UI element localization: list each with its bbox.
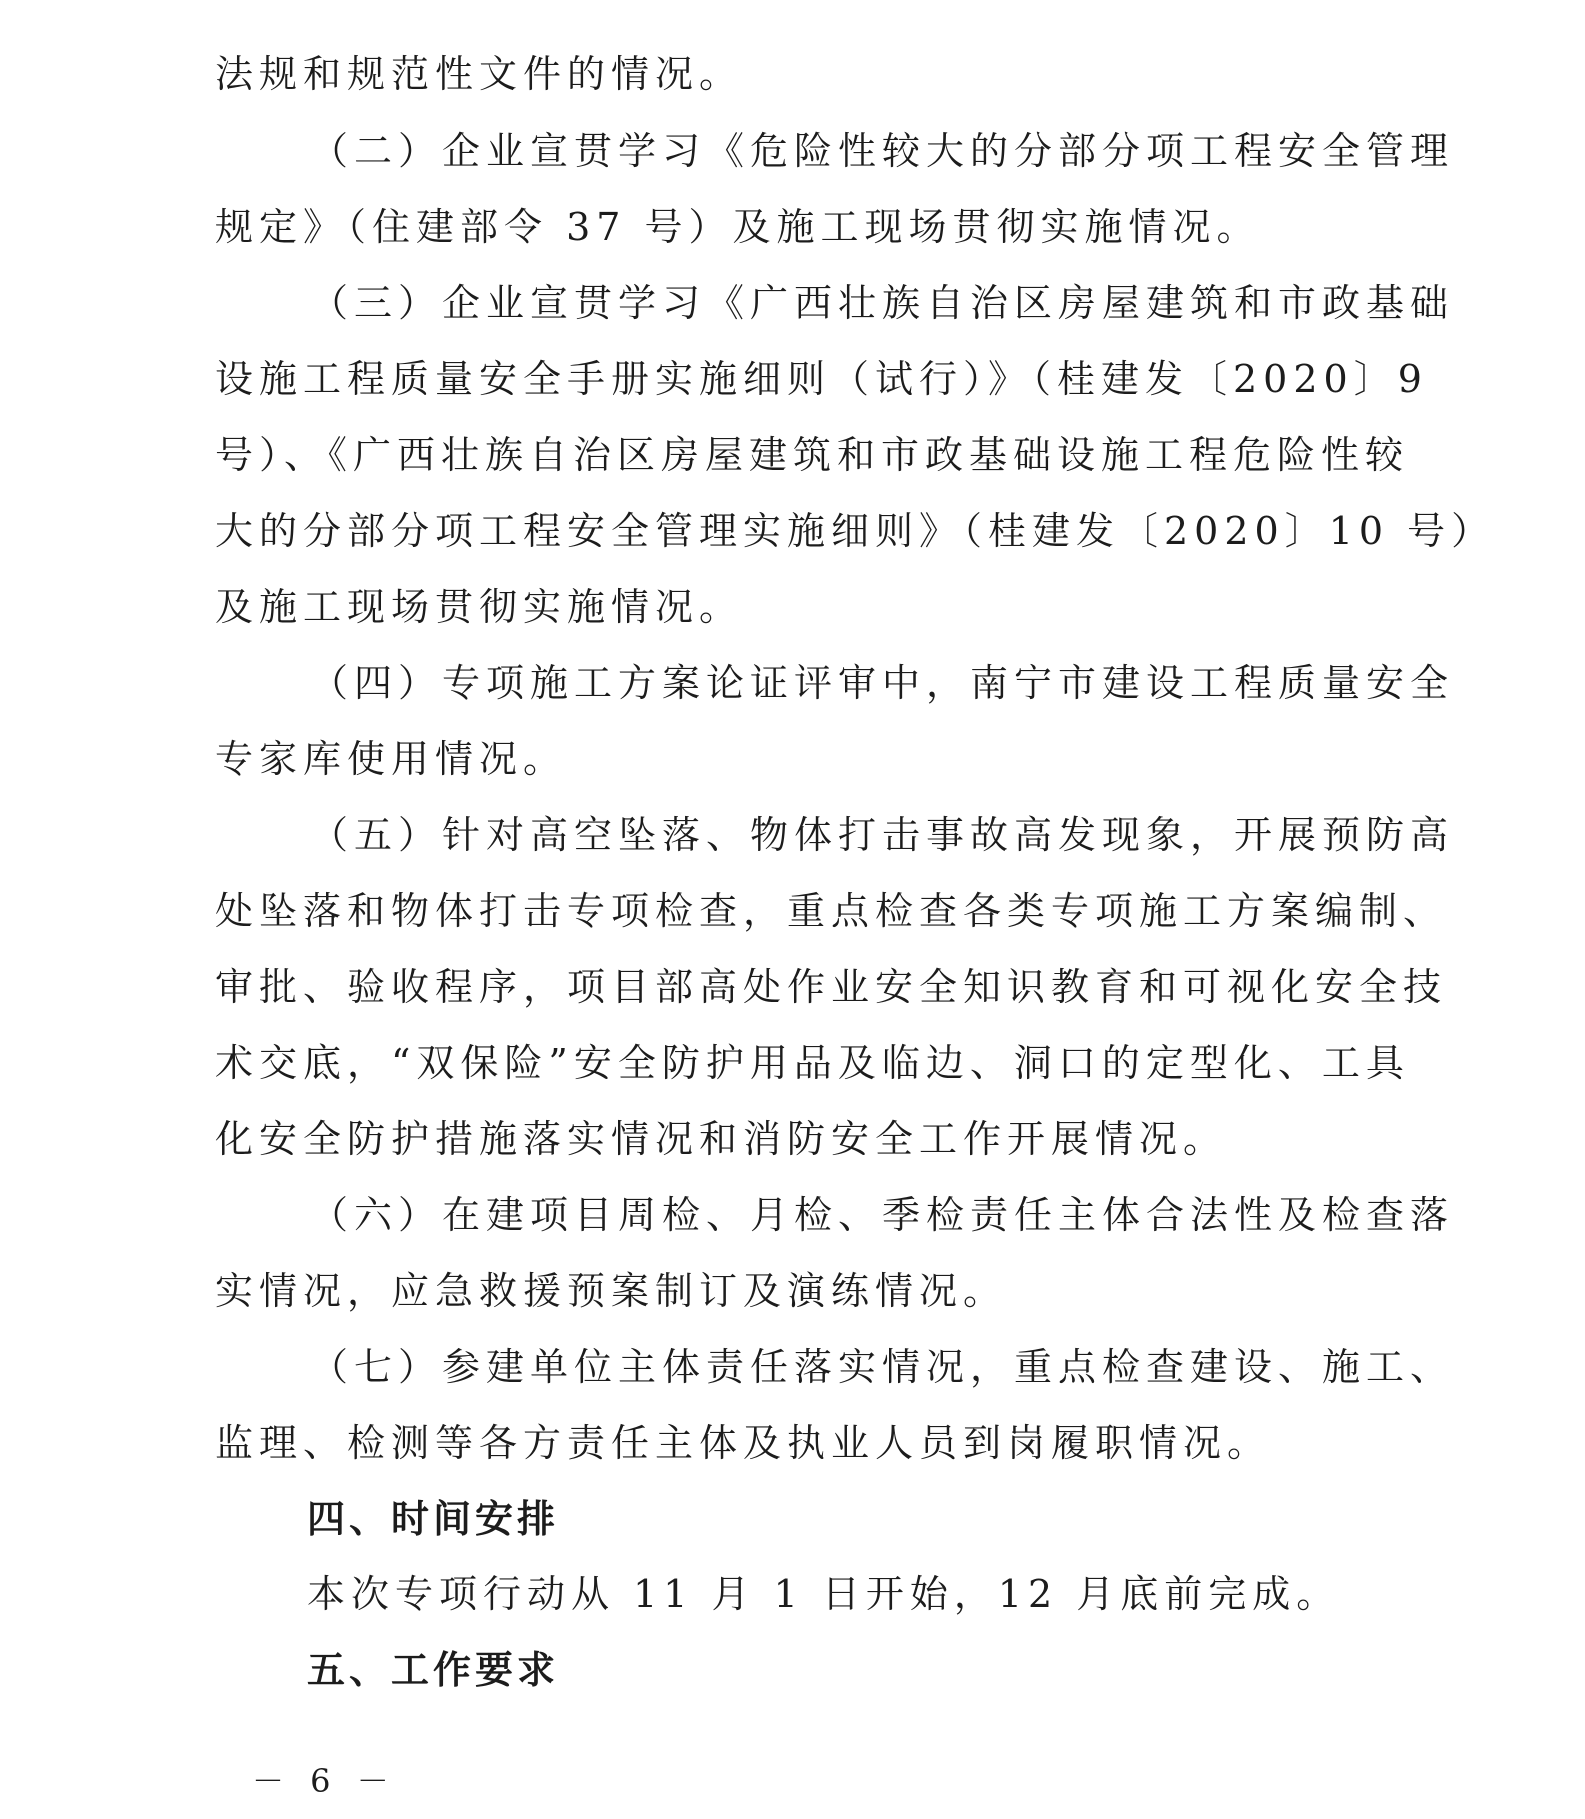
paragraph-line: （二）企业宣贯学习《危险性较大的分部分项工程安全管理 xyxy=(310,129,1455,173)
section-heading-requirements: 五、工作要求 xyxy=(307,1648,560,1692)
paragraph-line: （七）参建单位主体责任落实情况，重点检查建设、施工、 xyxy=(310,1345,1455,1389)
paragraph-line: 法规和规范性文件的情况。 xyxy=(215,52,744,96)
paragraph-line: （三）企业宣贯学习《广西壮族自治区房屋建筑和市政基础 xyxy=(310,281,1455,325)
paragraph-line: （四）专项施工方案论证评审中，南宁市建设工程质量安全 xyxy=(310,661,1455,705)
paragraph-line: 实情况，应急救援预案制订及演练情况。 xyxy=(215,1269,1008,1313)
paragraph-line: 大的分部分项工程安全管理实施细则》（桂建发〔2020〕10 号） xyxy=(215,509,1496,553)
paragraph-line: 监理、检测等各方责任主体及执业人员到岗履职情况。 xyxy=(215,1421,1272,1465)
paragraph-line: （六）在建项目周检、月检、季检责任主体合法性及检查落 xyxy=(310,1193,1455,1237)
paragraph-line: （五）针对高空坠落、物体打击事故高发现象，开展预防高 xyxy=(310,813,1455,857)
paragraph-line: 术交底，“双保险”安全防护用品及临边、洞口的定型化、工具 xyxy=(215,1041,1410,1085)
paragraph-line: 专家库使用情况。 xyxy=(215,737,568,781)
paragraph-line: 化安全防护措施落实情况和消防安全工作开展情况。 xyxy=(215,1117,1228,1161)
paragraph-line: 及施工现场贯彻实施情况。 xyxy=(215,585,744,629)
paragraph-line: 规定》（住建部令 37 号）及施工现场贯彻实施情况。 xyxy=(215,205,1261,249)
paragraph-line: 号）、《广西壮族自治区房屋建筑和市政基础设施工程危险性较 xyxy=(215,433,1410,477)
page-number: － 6 － xyxy=(252,1762,397,1800)
paragraph-line: 审批、验收程序，项目部高处作业安全知识教育和可视化安全技 xyxy=(215,965,1448,1009)
paragraph-line: 设施工程质量安全手册实施细则（试行）》（桂建发〔2020〕9 xyxy=(215,357,1428,401)
schedule-paragraph: 本次专项行动从 11 月 1 日开始，12 月底前完成。 xyxy=(307,1572,1341,1616)
section-heading-schedule: 四、时间安排 xyxy=(307,1497,560,1541)
paragraph-line: 处坠落和物体打击专项检查，重点检查各类专项施工方案编制、 xyxy=(215,889,1448,933)
